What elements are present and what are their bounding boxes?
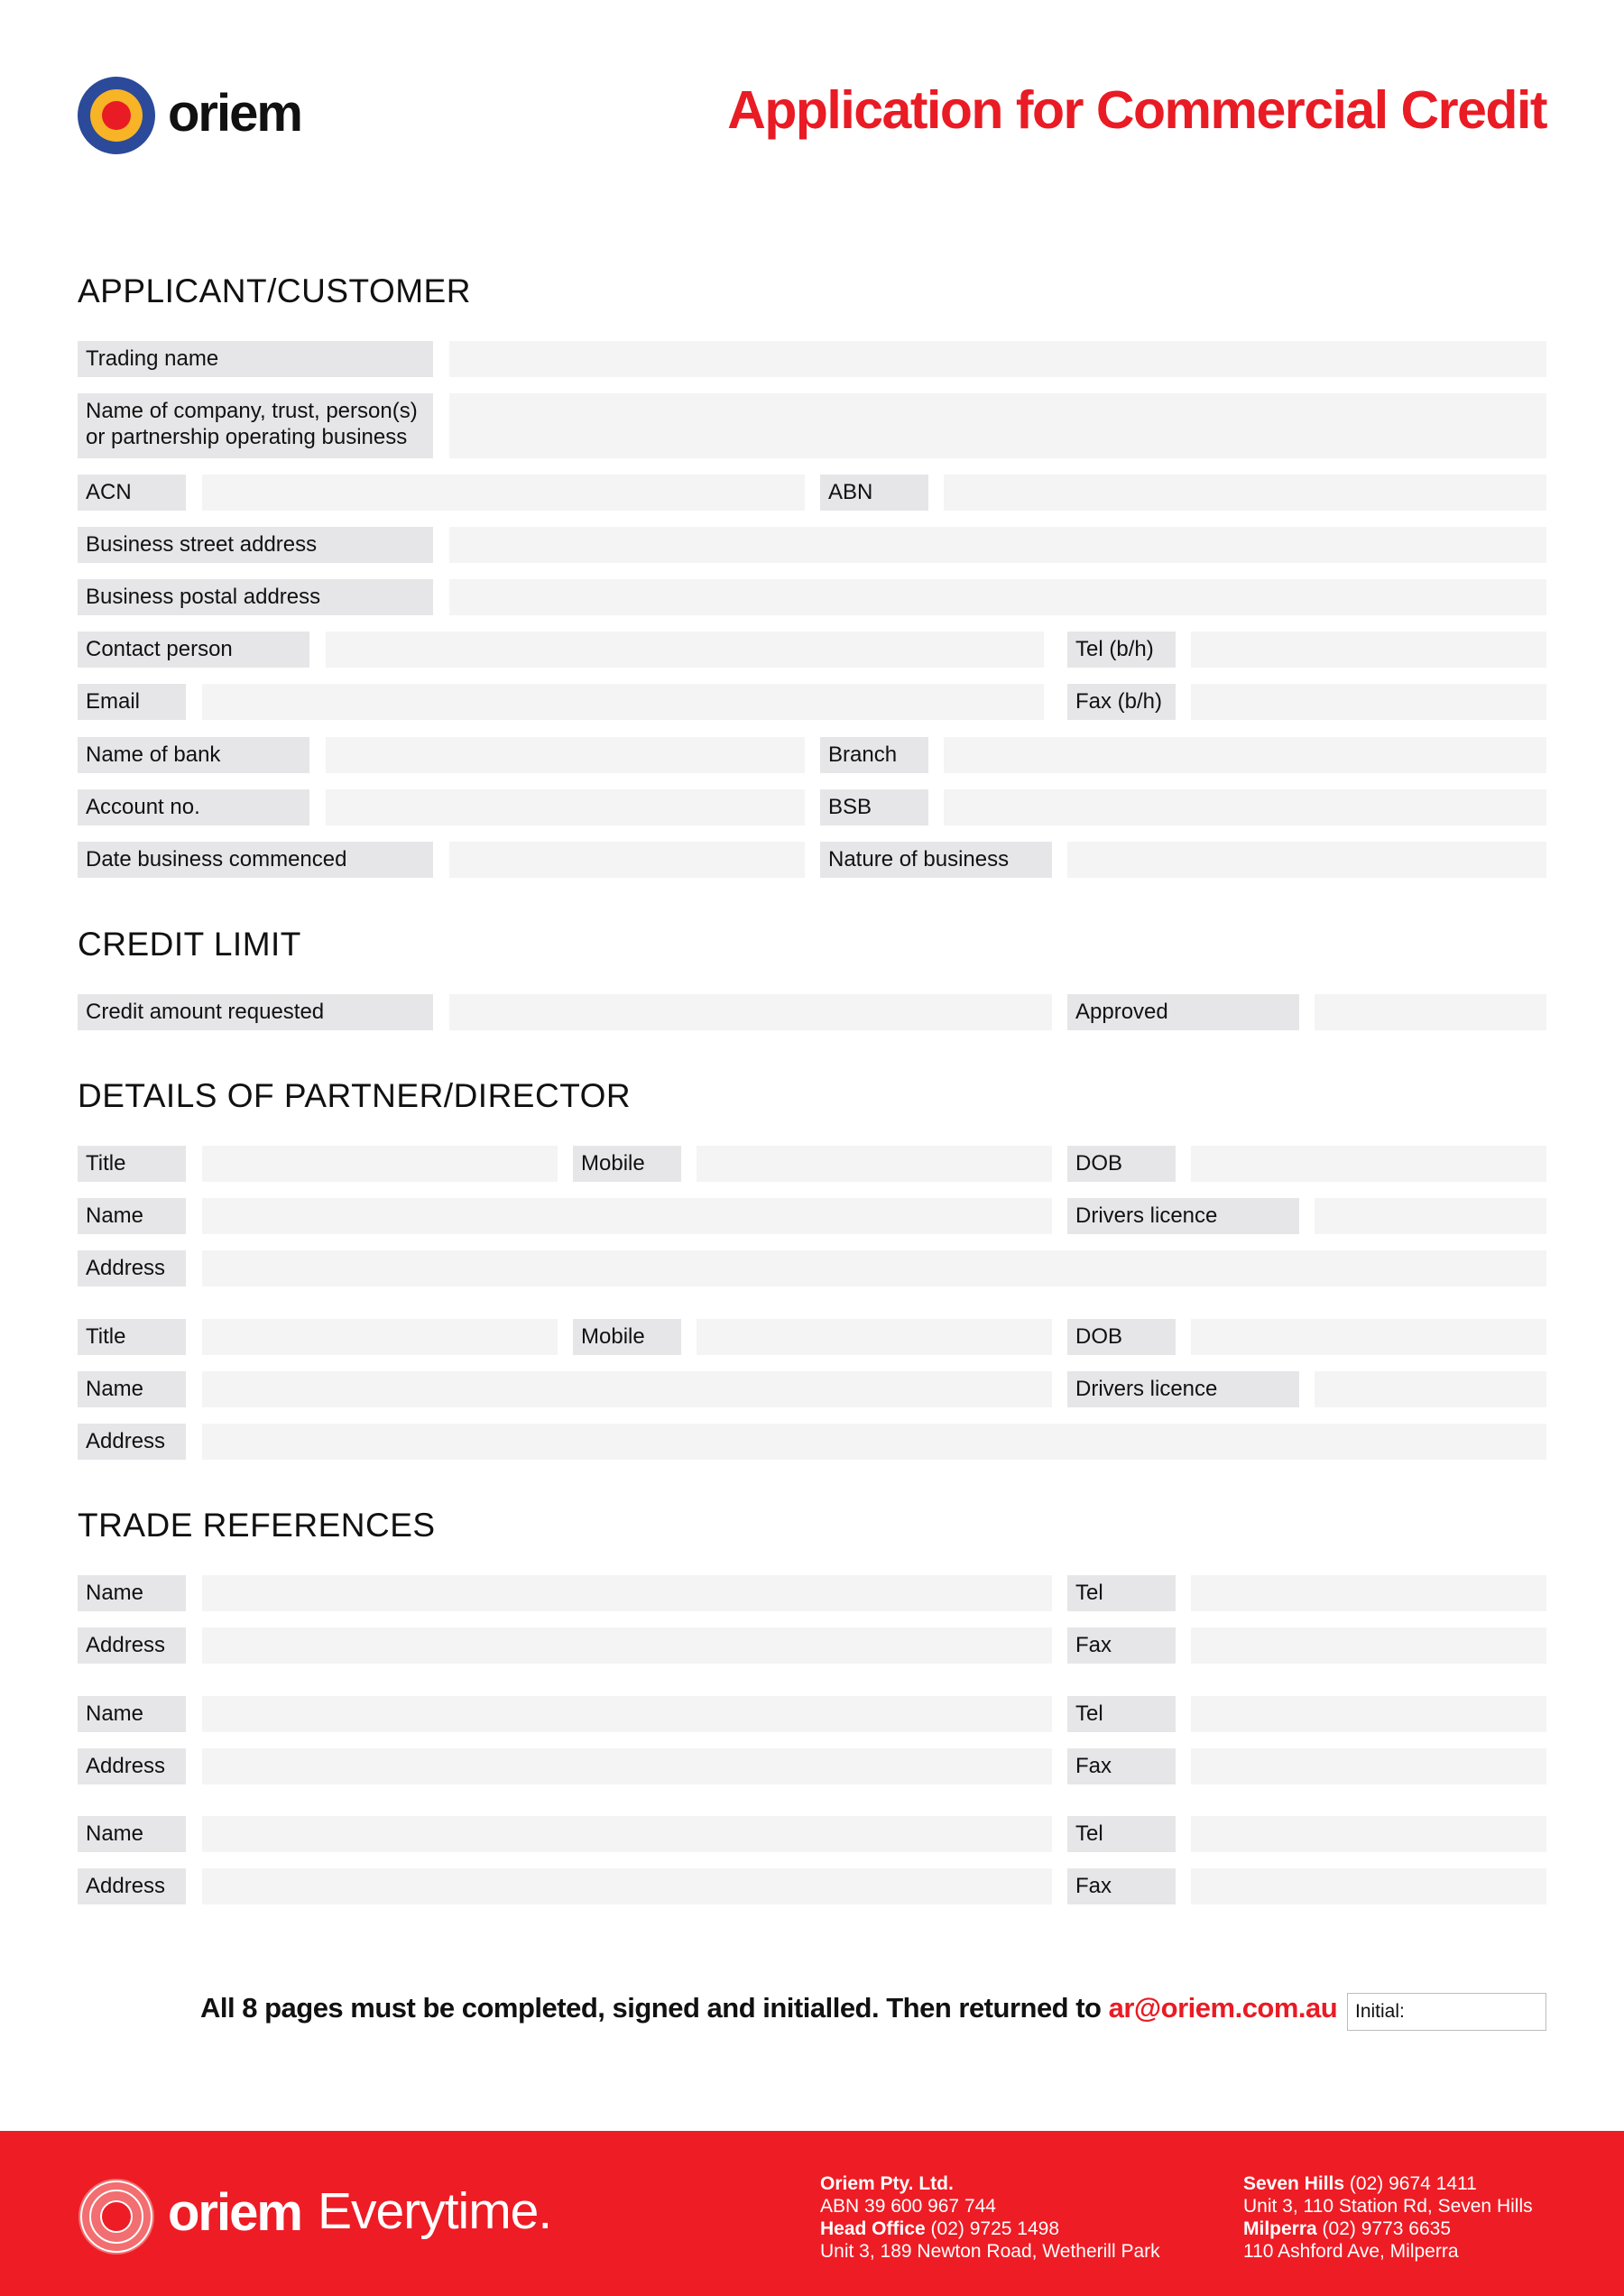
reference-name-label: Name: [78, 1696, 186, 1732]
oriem-logo-outline-icon: [78, 2178, 155, 2255]
oriem-logo-icon: [78, 77, 155, 154]
completion-notice-text: All 8 pages must be completed, signed and initialled. Then returned to: [200, 1992, 1102, 2024]
reference-name-label: Name: [78, 1816, 186, 1852]
reference-address-input[interactable]: [202, 1627, 1052, 1664]
director-title-input[interactable]: [202, 1146, 558, 1182]
reference-fax-input[interactable]: [1191, 1627, 1546, 1664]
footer-company-name: Oriem Pty. Ltd.: [820, 2173, 954, 2194]
director-mobile-input[interactable]: [697, 1146, 1052, 1182]
director-title-label: Title: [78, 1146, 186, 1182]
reference-name-input[interactable]: [202, 1816, 1052, 1852]
acn-label: ACN: [78, 475, 186, 511]
reference-fax-label: Fax: [1067, 1748, 1176, 1784]
bank-name-input[interactable]: [326, 737, 805, 773]
reference-address-label: Address: [78, 1748, 186, 1784]
trading-name-input[interactable]: [449, 341, 1546, 377]
footer-head-office-phone: (02) 9725 1498: [930, 2218, 1059, 2239]
acn-input[interactable]: [202, 475, 805, 511]
credit-amount-input[interactable]: [449, 994, 1052, 1030]
company-name-label: Name of company, trust, person(s) or partnership operating business: [78, 393, 433, 458]
approved-label: Approved: [1067, 994, 1299, 1030]
reference-tel-label: Tel: [1067, 1696, 1176, 1732]
date-commenced-label: Date business commenced: [78, 842, 433, 878]
bsb-input[interactable]: [944, 789, 1546, 825]
footer-head-office-address: Unit 3, 189 Newton Road, Wetherill Park: [820, 2241, 1160, 2262]
reference-tel-input[interactable]: [1191, 1816, 1546, 1852]
director-licence-input[interactable]: [1315, 1371, 1546, 1407]
director-name-label: Name: [78, 1198, 186, 1234]
reference-name-input[interactable]: [202, 1696, 1052, 1732]
reference-fax-input[interactable]: [1191, 1748, 1546, 1784]
tel-bh-input[interactable]: [1191, 632, 1546, 668]
postal-address-label: Business postal address: [78, 579, 433, 615]
director-address-label: Address: [78, 1250, 186, 1286]
reference-address-input[interactable]: [202, 1748, 1052, 1784]
director-address-label: Address: [78, 1424, 186, 1460]
director-licence-label: Drivers licence: [1067, 1371, 1299, 1407]
footer-seven-hills-phone: (02) 9674 1411: [1349, 2173, 1477, 2194]
footer-abn: ABN 39 600 967 744: [820, 2196, 996, 2217]
reference-tel-input[interactable]: [1191, 1575, 1546, 1611]
director-mobile-label: Mobile: [573, 1319, 681, 1355]
footer: [0, 2131, 1624, 2296]
branch-input[interactable]: [944, 737, 1546, 773]
footer-brand-name: oriem: [168, 2183, 301, 2242]
section-credit-heading: CREDIT LIMIT: [78, 926, 301, 963]
account-no-input[interactable]: [326, 789, 805, 825]
section-applicant-heading: APPLICANT/CUSTOMER: [78, 272, 471, 309]
trading-name-label: Trading name: [78, 341, 433, 377]
page-title: Application for Commercial Credit: [727, 80, 1546, 140]
abn-input[interactable]: [944, 475, 1546, 511]
director-name-input[interactable]: [202, 1198, 1052, 1234]
director-title-input[interactable]: [202, 1319, 558, 1355]
contact-person-label: Contact person: [78, 632, 309, 668]
reference-name-input[interactable]: [202, 1575, 1052, 1611]
section-trade-heading: TRADE REFERENCES: [78, 1507, 436, 1544]
footer-seven-hills-label: Seven Hills: [1243, 2173, 1345, 2194]
footer-milperra-address: 110 Ashford Ave, Milperra: [1243, 2241, 1459, 2262]
director-title-label: Title: [78, 1319, 186, 1355]
director-licence-label: Drivers licence: [1067, 1198, 1299, 1234]
abn-label: ABN: [820, 475, 928, 511]
reference-address-label: Address: [78, 1627, 186, 1664]
street-address-label: Business street address: [78, 527, 433, 563]
date-commenced-input[interactable]: [449, 842, 805, 878]
email-label: Email: [78, 684, 186, 720]
director-name-input[interactable]: [202, 1371, 1052, 1407]
footer-tagline: Everytime.: [318, 2182, 552, 2240]
fax-bh-label: Fax (b/h): [1067, 684, 1176, 720]
bsb-label: BSB: [820, 789, 928, 825]
reference-name-label: Name: [78, 1575, 186, 1611]
nature-of-business-input[interactable]: [1067, 842, 1546, 878]
director-dob-label: DOB: [1067, 1319, 1176, 1355]
approved-input[interactable]: [1315, 994, 1546, 1030]
company-name-input[interactable]: [449, 393, 1546, 458]
director-dob-input[interactable]: [1191, 1319, 1546, 1355]
credit-amount-label: Credit amount requested: [78, 994, 433, 1030]
director-licence-input[interactable]: [1315, 1198, 1546, 1234]
footer-branch-details: [1243, 2172, 1533, 2263]
reference-fax-label: Fax: [1067, 1627, 1176, 1664]
completion-notice: [200, 1992, 1337, 2024]
footer-head-office-label: Head Office: [820, 2218, 926, 2239]
initial-box[interactable]: [1347, 1993, 1546, 2031]
brand-name: oriem: [168, 84, 301, 143]
reference-tel-label: Tel: [1067, 1816, 1176, 1852]
footer-milperra-phone: (02) 9773 6635: [1322, 2218, 1451, 2239]
director-name-label: Name: [78, 1371, 186, 1407]
director-dob-label: DOB: [1067, 1146, 1176, 1182]
email-input[interactable]: [202, 684, 1044, 720]
reference-fax-input[interactable]: [1191, 1868, 1546, 1904]
initial-label: Initial:: [1355, 2001, 1405, 2022]
director-address-input[interactable]: [202, 1250, 1546, 1286]
director-mobile-label: Mobile: [573, 1146, 681, 1182]
bank-name-label: Name of bank: [78, 737, 309, 773]
reference-tel-label: Tel: [1067, 1575, 1176, 1611]
fax-bh-input[interactable]: [1191, 684, 1546, 720]
postal-address-input[interactable]: [449, 579, 1546, 615]
footer-seven-hills-address: Unit 3, 110 Station Rd, Seven Hills: [1243, 2196, 1533, 2217]
tel-bh-label: Tel (b/h): [1067, 632, 1176, 668]
reference-address-label: Address: [78, 1868, 186, 1904]
return-email-link[interactable]: ar@oriem.com.au: [1108, 1992, 1338, 2024]
branch-label: Branch: [820, 737, 928, 773]
director-dob-input[interactable]: [1191, 1146, 1546, 1182]
director-mobile-input[interactable]: [697, 1319, 1052, 1355]
reference-fax-label: Fax: [1067, 1868, 1176, 1904]
street-address-input[interactable]: [449, 527, 1546, 563]
reference-tel-input[interactable]: [1191, 1696, 1546, 1732]
section-partner-heading: DETAILS OF PARTNER/DIRECTOR: [78, 1077, 632, 1114]
account-no-label: Account no.: [78, 789, 309, 825]
reference-address-input[interactable]: [202, 1868, 1052, 1904]
director-address-input[interactable]: [202, 1424, 1546, 1460]
nature-of-business-label: Nature of business: [820, 842, 1052, 878]
contact-person-input[interactable]: [326, 632, 1044, 668]
footer-milperra-label: Milperra: [1243, 2218, 1317, 2239]
footer-company-details: [820, 2172, 1160, 2263]
